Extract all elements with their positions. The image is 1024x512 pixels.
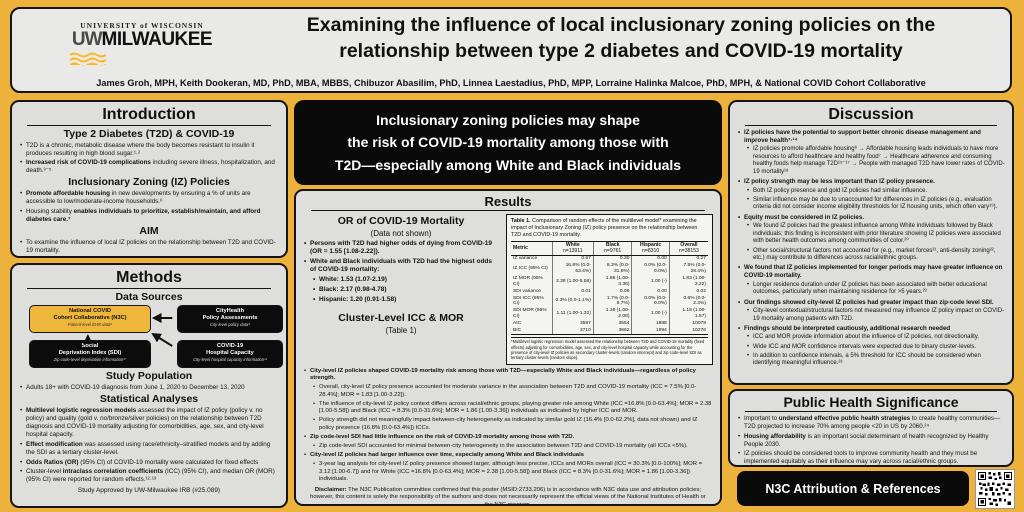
col-white: White n=13911 <box>552 241 593 255</box>
phs-panel <box>728 389 1014 467</box>
bullet-item: • Increased risk of COVID-19 complications including severe illness, hospitalization, and death.³⁻⁵ <box>19 159 279 175</box>
subsection-study-population: Study Population <box>105 370 193 383</box>
section-title-introduction: Introduction <box>102 106 196 123</box>
bullet-subitem: • Hispanic: 1.20 (0.91-1.58) <box>312 296 499 304</box>
finding-item: • City-level IZ policies shaped COVID-19 mortality risk among those with T2D—especially White and Black individuals—regardless of policy strength. <box>303 368 713 383</box>
discussion-point: • Equity must be considered in IZ policies. <box>737 214 1005 222</box>
university-line: UNIVERSITY of WISCONSIN <box>80 21 204 30</box>
flowchart-arrow-icons <box>21 305 277 369</box>
section-title-phs: Public Health Significance <box>783 394 959 410</box>
discussion-panel <box>728 100 1014 385</box>
uwm-wave-icon <box>70 52 108 66</box>
table-row: AIC 3597 3554 1888 10079 <box>513 321 706 327</box>
section-rule <box>27 288 271 289</box>
bullet-subitem: • Black: 2.17 (0.98-4.78) <box>312 286 499 294</box>
col-hispanic: Hispanic n=8310 <box>632 241 669 255</box>
bullet-item: • White and Black individuals with T2D had the highest odds of COVID-19 mortality: <box>303 258 499 275</box>
bullet-item: • Multilevel logistic regression models assessed the impact of IZ policy (policy v. no policy) and quality (gold v. no/bronze/silver policies) on the relationship between T2D diagnosis and COVID-19 mortality adjusting for comorbidities, age, sex, and city-level hospital capacity. <box>19 407 279 439</box>
table-1-panel <box>506 214 713 364</box>
n3c-references-bar <box>737 471 969 506</box>
discussion-subpoint: • Similar influence may be due to unaccounted for differences in IZ policies (e.g., evaluation criteria did not consider income eligibility thresholds for IZ housing units, which often vary¹⁹). <box>746 197 1005 212</box>
data-source-box-hospital: COVID-19 Hospital Capacity City-level hospital capacity information¹¹ <box>177 340 283 368</box>
header-panel <box>10 7 1012 93</box>
logo-uw: UW <box>71 29 102 50</box>
banner-line: Inclusionary zoning policies may shape <box>376 112 640 129</box>
data-sources-flowchart <box>21 305 277 369</box>
table-row: SDI ICC (95% CI) 0.3% (0.0-1.1%) 1.7% (0.0-6.7%) 0.0% (0.0-0.0%) 0.6% (0.0-2.3%) <box>513 295 706 307</box>
or-subheading: (Data not shown) <box>370 228 432 238</box>
bullet-item: • Adults 18+ with COVID-19 diagnosis from June 1, 2020 to December 13, 2020 <box>19 384 279 392</box>
bullet-item: • Important to understand effective public health strategies to create healthy communities—T2D projected to increase 70% among people <20 in US by 2060.²⁴ <box>737 415 1005 431</box>
authors-line: James Groh, MPH, Keith Dookeran, MD, PhD, MBA, MBBS, Chibuzor Abasilim, PhD, Linnea Laestadius, PhD, MPP, Lorraine Halinka Malcoe, PhD, MPH, & National COVID Cohort Collaborative <box>96 78 926 88</box>
table-row: SDI variance 0.01 0.06 0.00 0.02 <box>513 288 706 294</box>
irb-approval-line: Study Approved by UW-Milwaukee IRB (#25.089) <box>77 487 221 495</box>
bullet-item: • Housing stability enables individuals to prioritize, establish/maintain, and afford diabetes care.⁷ <box>19 208 279 224</box>
results-columns <box>303 214 713 364</box>
finding-subitem: • Overall, city-level IZ policy presence accounted for moderate variance in the association between T2D and COVID-19 mortality (ICC = 7.5% [0.0-28.4%]; MOR = 1.83 [1.00-3.22]). <box>312 384 713 399</box>
col-black: Black n=9761 <box>593 241 632 255</box>
logo-milwaukee: MILWAUKEE <box>101 29 213 50</box>
icc-heading: Cluster-Level ICC & MOR <box>338 312 464 325</box>
banner-line: the risk of COVID-19 mortality among those with <box>347 134 669 151</box>
section-rule <box>27 125 271 126</box>
discussion-point: • IZ policy strength may be less important than IZ policy presence. <box>737 178 1005 186</box>
key-message-banner <box>294 100 722 185</box>
icc-subheading: (Table 1) <box>385 325 417 335</box>
bullet-item: • T2D is a chronic, metabolic disease where the body becomes resistant to insulin it produces resulting in high blood sugar.¹·² <box>19 142 279 158</box>
table-caption: Table 1. Comparison of random effects of the multilevel model* examining the impact of Inclusionary Zoning (IZ) policy presence on the relationship between T2D and COVID-19 mortality. <box>511 218 698 238</box>
findings-list <box>303 368 713 484</box>
discussion-subpoint: • City-level contextual/structural factors not measured may influence IZ policy impact on COVID-19 mortality among patients with T2D. <box>746 308 1005 323</box>
discussion-subpoint: • We found IZ policies had the greatest influence among White individuals followed by Black individuals; this finding is inconsistent with prior literature showing IZ policies were associated with better health outcomes among communities of color.²⁰ <box>746 223 1005 246</box>
finding-subitem: • 3-year lag analysis for city-level IZ policy presence showed larger, although less precise, ICCs and MORs overall (ICC = 30.3% [0.0-100%]; MOR = 3.12 [1.00-6.7]) and for White (ICC =16.8% [0.0-63.4%]; MOR = 2.38 [1.00-5.58]) and Black (ICC = 8.3% [0.0-31.6%]; MOR = 1.86 [1.00-3.36]) individuals. <box>312 461 713 484</box>
section-title-results: Results <box>484 194 532 209</box>
col-overall: Overall n=38153 <box>669 241 708 255</box>
table-row: BIC 3710 3662 1994 10276 <box>513 327 706 333</box>
n3c-references-label: N3C Attribution & References <box>765 481 941 496</box>
data-source-box-n3c: National COVID Cohort Collaborative (N3C) Patient-level EHR data⁸ <box>29 305 151 333</box>
bullet-item: • Promote affordable housing in new developments by ensuring a % of units are accessible to low/moderate-income households.⁶ <box>19 190 279 206</box>
bullet-item: • To examine the influence of local IZ policies on the relationship between T2D and COVID-19 mortality. <box>19 239 279 255</box>
table-row: IZ ICC (95% CI) 16.8% (0.0-63.4%) 8.3% (0.0-31.6%) 0.0% (0.0-0.0%) 7.5% (0.0-28.4%) <box>513 263 706 275</box>
arrow-diagonal-icon <box>153 334 172 346</box>
discussion-subpoint: • Other social/structural factors not accounted for (e.g., market forces²¹, anti-density zoning²², etc.) may contribute to differences across racial/ethnic groups. <box>746 248 1005 263</box>
discussion-point: • IZ policies have the potential to support better chronic disease management and improve health⁷·¹⁴ <box>737 129 1005 145</box>
col-metric: Metric <box>511 241 552 255</box>
banner-line: T2D—especially among White and Black individuals <box>334 156 682 173</box>
subsection-statistical-analyses: Statistical Analyses <box>99 393 199 406</box>
results-left-column <box>303 214 499 334</box>
bullet-subitem: • White: 1.53 (1.07-2.19) <box>312 276 499 284</box>
discussion-subpoint: • Longer residence duration under IZ policies has been associated with better educational outcomes, particularly when maintaining residence for >5 years.²³ <box>746 282 1005 297</box>
bullet-item: • Persons with T2D had higher odds of dying from COVID-19 (OR = 1.55 [1.08-2.22]). <box>303 240 499 257</box>
bullet-item: • Odds Ratios (OR) (95% CI) of COVID-19 mortality were calculated for fixed effects <box>19 459 279 467</box>
discussion-point: • Findings should be interpreted cautiously, additional research needed <box>737 325 1005 333</box>
or-heading: OR of COVID-19 Mortality <box>337 215 465 228</box>
subsection-aim: AIM <box>139 225 159 238</box>
section-rule <box>745 125 997 126</box>
data-source-box-cityhealth: CityHealth Policy Assessments City-level policy data⁹ <box>177 305 283 333</box>
intro-panel <box>10 100 288 258</box>
table-row: IZ MOR (95% CI) 2.38 (1.00-5.58) 1.86 (1.00-3.36) 1.00 (-) 1.83 (1.00-3.22) <box>513 275 706 287</box>
poster-title: Examining the influence of local inclusionary zoning policies on the relationship between type 2 diabetes and COVID-19 mortality <box>306 14 936 62</box>
table-header-row <box>511 241 708 255</box>
discussion-subpoint: • IZ policies promote affordable housing⁶ → Affordable housing leads individuals to have more resources to afford healthcare and healthy food⁷ → Healthcare adherence and consuming healthy foods help manage T2D¹⁵⁻¹⁷ → People with managed T2D have lower rates of COVID-19 mortality¹⁸ <box>746 146 1005 177</box>
finding-subitem: • The influence of city-level IZ policy context differs across racial/ethnic groups, playing greater role among White (ICC =16.8% [0.0-63.4%]; MOR = 2.38 [1.00-5.58]) and Black (ICC = 8.3% [0.0-31.6%]; MOR = 1.86 [1.00-3.36]) individuals as indicated by higher ICC and MOR. <box>312 401 713 416</box>
discussion-point: • We found that IZ policies implemented for longer periods may have greater influence on COVID-19 mortality. <box>737 264 1005 280</box>
disclaimer: Disclaimer: The N3C Publication committee confirmed that this poster (MSID:2733.206) is in accordance with N3C data use and attribution policies; however, this content is solely the responsibility of the authors and does not necessarily represent the official views of the National Institutes of Health or the N3C program. <box>310 486 706 506</box>
subsection-data-sources: Data Sources <box>115 290 183 303</box>
bullet-item: • Effect modification was assessed using race/ethnicity–stratified models and by adding the SDI as a tertiary cluster-level. <box>19 441 279 457</box>
methods-panel <box>10 263 288 508</box>
table-row: IZ variance 0.67 0.30 0.00 0.27 <box>513 256 706 262</box>
bullet-item: • Cluster-level intraclass correlation coefficients (ICC) (95% CI), and median OR (MOR) (95% CI) were reported for random effects.¹²·¹³ <box>19 468 279 484</box>
discussion-subpoint: • Both IZ policy presence and gold IZ policies had similar influence. <box>746 188 1005 196</box>
finding-item: • Zip code-level SDI had little influence on the risk of COVID-19 mortality among those with T2D. <box>303 434 713 442</box>
section-rule <box>311 210 705 211</box>
discussion-point: • Our findings showed city-level IZ policies had greater impact than zip-code level SDI. <box>737 299 1005 307</box>
discussion-subpoint: • Wide ICC and MOR confidence intervals were expected due to binary cluster-levels. <box>746 344 1005 352</box>
qr-code-icon <box>975 469 1015 509</box>
table-1 <box>511 241 708 336</box>
subsection-iz-policies: Inclusionary Zoning (IZ) Policies <box>68 176 230 189</box>
data-source-box-sdi: Social Deprivation Index (SDI) Zip code-level deprivation information¹⁰ <box>29 340 151 368</box>
bullet-item: • IZ policies should be considered tools to improve community health and they must be implemented equitably as their influence may vary across racial/ethnic groups. <box>737 450 1005 466</box>
uwm-logo <box>42 30 242 49</box>
discussion-subpoint: • In addition to confidence intervals, a 5% threshold for ICC should be considered when identifying meaningful influence.²³ <box>746 353 1005 368</box>
subsection-t2d-covid: Type 2 Diabetes (T2D) & COVID-19 <box>63 127 235 140</box>
bullet-item: • Housing affordability is an important social determinant of health recognized by Healthy People 2030. <box>737 433 1005 449</box>
finding-item: • City-level IZ policies had larger influence over time, especially among White and Black individuals <box>303 452 713 460</box>
results-panel <box>294 189 722 506</box>
table-footnote: *Multilevel logistic regression model assessed the relationship between T2D and COVID-19 mortality (fixed effects) adjusting for comorbidities, age, sex, and city-level hospital capacity while accounting for the presence of city-level IZ policies as secondary cluster-levels (random intercept) and zip code-level SDI as tertiary cluster-levels (random slope). <box>511 337 708 360</box>
discussion-subpoint: • ICC and MOR provide information about the influence of IZ policies, not directionality. <box>746 334 1005 342</box>
finding-subitem: • Policy strength did not meaningfully impact between-city heterogeneity as indicated by similar gold IZ (16.4% [0.0-62.2%], data not shown) and IZ policy presence (16.8% [0.0-63.4%]) ICCs. <box>312 417 713 432</box>
table-row: SDI MOR (95% CI) 1.11 (1.00-1.32) 1.36 (1.00-2.08) 1.00 (-) 1.18 (1.00-1.57) <box>513 308 706 320</box>
finding-subitem: • Zip code-level SDI accounted for minimal between-city heterogeneity in the association between T2D and COVID-19 mortality (all ICCs <5%). <box>312 443 713 451</box>
section-title-discussion: Discussion <box>828 106 914 123</box>
section-rule <box>745 411 997 412</box>
section-title-methods: Methods <box>116 269 182 286</box>
